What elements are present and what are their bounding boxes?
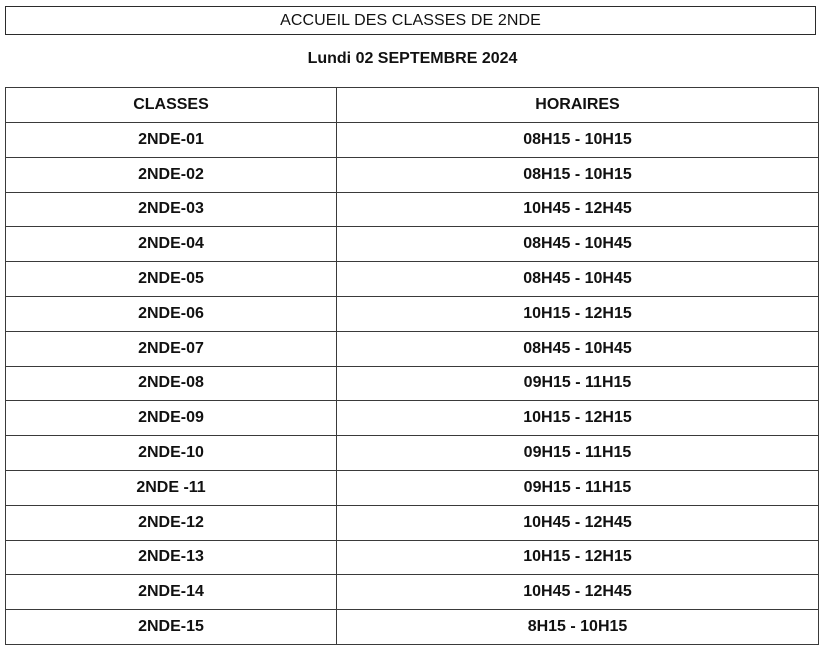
table-row <box>6 296 819 331</box>
class-cell: 2NDE-04 <box>6 227 337 262</box>
schedule-cell: 09H15 - 11H15 <box>337 366 819 401</box>
class-cell: 2NDE-05 <box>6 262 337 297</box>
column-header-horaires: HORAIRES <box>337 88 819 123</box>
class-cell: 2NDE-06 <box>6 296 337 331</box>
class-cell: 2NDE-10 <box>6 436 337 471</box>
schedule-cell: 10H45 - 12H45 <box>337 192 819 227</box>
table-row <box>6 470 819 505</box>
class-cell: 2NDE-07 <box>6 331 337 366</box>
schedule-cell: 10H15 - 12H15 <box>337 401 819 436</box>
schedule-cell: 8H15 - 10H15 <box>337 610 819 645</box>
schedule-table <box>5 87 819 645</box>
schedule-cell: 10H45 - 12H45 <box>337 575 819 610</box>
table-row <box>6 227 819 262</box>
document-date: Lundi 02 SEPTEMBRE 2024 <box>307 50 518 67</box>
table-header-row <box>6 88 819 123</box>
table-row <box>6 540 819 575</box>
table-row <box>6 331 819 366</box>
class-cell: 2NDE-08 <box>6 366 337 401</box>
class-cell: 2NDE-01 <box>6 123 337 158</box>
schedule-cell: 08H45 - 10H45 <box>337 262 819 297</box>
table-row <box>6 401 819 436</box>
schedule-cell: 10H45 - 12H45 <box>337 505 819 540</box>
schedule-cell: 08H15 - 10H15 <box>337 123 819 158</box>
schedule-cell: 09H15 - 11H15 <box>337 436 819 471</box>
table-row <box>6 505 819 540</box>
table-row <box>6 436 819 471</box>
schedule-cell: 10H15 - 12H15 <box>337 540 819 575</box>
table-row <box>6 575 819 610</box>
class-cell: 2NDE-14 <box>6 575 337 610</box>
table-row <box>6 610 819 645</box>
class-cell: 2NDE-03 <box>6 192 337 227</box>
class-cell: 2NDE-15 <box>6 610 337 645</box>
class-cell: 2NDE-09 <box>6 401 337 436</box>
table-row <box>6 366 819 401</box>
class-cell: 2NDE -11 <box>6 470 337 505</box>
schedule-cell: 08H45 - 10H45 <box>337 227 819 262</box>
table-row <box>6 262 819 297</box>
schedule-cell: 08H45 - 10H45 <box>337 331 819 366</box>
class-cell: 2NDE-02 <box>6 157 337 192</box>
schedule-cell: 10H15 - 12H15 <box>337 296 819 331</box>
column-header-classes: CLASSES <box>6 88 337 123</box>
document-title: ACCUEIL DES CLASSES DE 2NDE <box>5 6 816 35</box>
table-row <box>6 192 819 227</box>
table-row <box>6 123 819 158</box>
table-row <box>6 157 819 192</box>
class-cell: 2NDE-13 <box>6 540 337 575</box>
schedule-cell: 08H15 - 10H15 <box>337 157 819 192</box>
class-cell: 2NDE-12 <box>6 505 337 540</box>
schedule-cell: 09H15 - 11H15 <box>337 470 819 505</box>
